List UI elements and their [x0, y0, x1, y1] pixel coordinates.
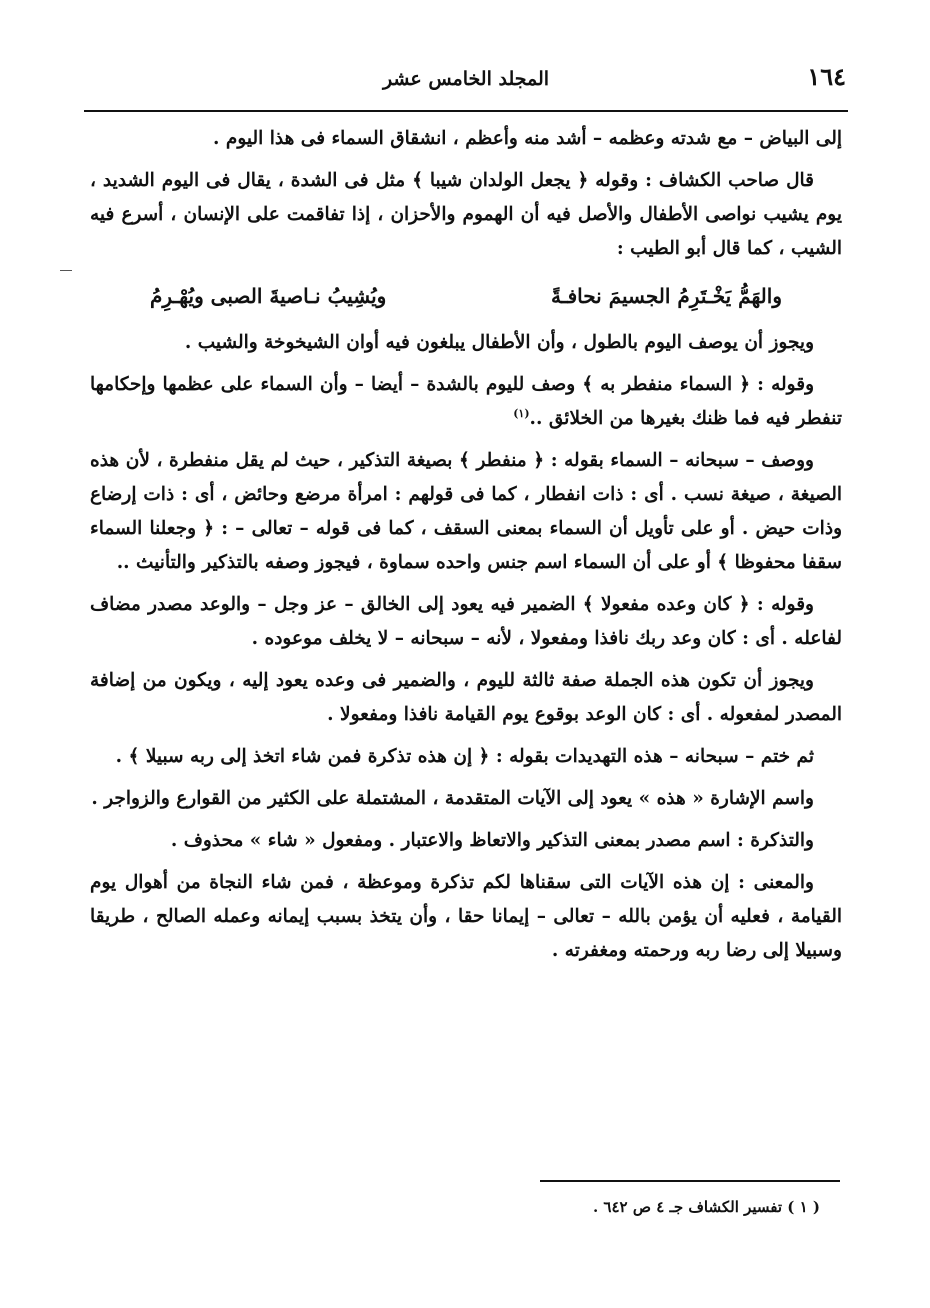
paragraph-11: والمعنى : إن هذه الآيات التى سقناها لكم تذكرة وموعظة ، فمن شاء النجاة من أهوال يوم القيامة ، فعليه أن يؤمن بالله – تعالى – إيمانا حقا ، وأن يتخذ بسبب إيمانه وعمله الصالح ، طريقا وسبيلا إلى رضا ربه ورحمته ومغفرته .	[90, 872, 842, 961]
footnote: ( ١ ) تفسير الكشاف جـ ٤ ص ٦٤٢ .	[592, 1198, 820, 1216]
footnote-reference: (١)	[513, 406, 530, 420]
paragraph-10: والتذكرة : اسم مصدر بمعنى التذكير والاتعاظ والاعتبار . ومفعول « شاء » محذوف .	[170, 830, 814, 851]
paragraph-1: إلى البياض – مع شدته وعظمه – أشد منه وأعظم ، انشقاق السماء فى هذا اليوم .	[213, 128, 842, 149]
paragraph-4	[90, 368, 842, 436]
paragraph-5: ووصف – سبحانه – السماء بقوله : ﴿ منفطر ﴾ بصيغة التذكير ، حيث لم يقل منفطرة ، لأن هذه الصيغة ، صيغة نسب . أى : ذات انفطار ، كما فى قولهم : امرأة مرضع وحائض ، أى : ذات إرضاع وذات حيض . أو على تأويل أن السماء بمعنى السقف ، كما فى قوله – تعالى – : ﴿ وجعلنا السماء سقفا محفوظا ﴾ أو على أن السماء اسم جنس واحده سماوة ، فيجوز وصفه بالتذكير والتأنيث ..	[90, 450, 842, 573]
paragraph-7: ويجوز أن تكون هذه الجملة صفة ثالثة لليوم ، والضمير فى وعده يعود إليه ، ويكون من إضافة المصدر لمفعوله . أى : كان الوعد بوقوع يوم القيامة نافذا ومفعولا .	[90, 670, 842, 725]
paragraph-6: وقوله : ﴿ كان وعده مفعولا ﴾ الضمير فيه يعود إلى الخالق – عز وجل – والوعد مصدر مضاف لفاعله . أى : كان وعد ربك نافذا ومفعولا ، لأنه – سبحانه – لا يخلف موعوده .	[90, 594, 842, 649]
poetry-verse	[90, 274, 842, 326]
footnote-rule	[540, 1180, 840, 1182]
paragraph-8: ثم ختم – سبحانه – هذه التهديدات بقوله : ﴿ إن هذه تذكرة فمن شاء اتخذ إلى ربه سبيلا ﴾ .	[115, 746, 814, 767]
volume-title: المجلد الخامس عشر	[382, 68, 550, 90]
paragraph-2: قال صاحب الكشاف : وقوله ﴿ يجعل الولدان شيبا ﴾ مثل فى الشدة ، يقال فى اليوم الشديد ، يوم يشيب نواصى الأطفال والأصل فيه أن الهموم والأحزان ، إذا تفاقمت على الإنسان ، أسرع فيه الشيب ، كما قال أبو الطيب :	[90, 170, 842, 259]
body-text	[90, 122, 842, 976]
verse-hemistich-2: ويُشِيبُ نـاصيةَ الصبى ويُهْـرِمُ	[150, 284, 387, 308]
paragraph-4-text: وقوله : ﴿ السماء منفطر به ﴾ وصف لليوم بالشدة – أيضا – وأن السماء على عظمها وإحكامها تنفطر فيه فما ظنك بغيرها من الخلائق ..	[90, 374, 842, 429]
paragraph-9: واسم الإشارة « هذه » يعود إلى الآيات المتقدمة ، المشتملة على الكثير من القوارع والزواجر .	[91, 788, 814, 809]
page-number: ١٦٤	[807, 62, 846, 91]
running-header	[86, 58, 846, 106]
header-rule	[84, 110, 848, 112]
margin-mark	[60, 270, 72, 271]
verse-hemistich-1: والهَمُّ يَخْـتَرِمُ الجسيمَ نحافـةً	[551, 284, 782, 308]
paragraph-3: ويجوز أن يوصف اليوم بالطول ، وأن الأطفال يبلغون فيه أوان الشيخوخة والشيب .	[184, 332, 814, 353]
